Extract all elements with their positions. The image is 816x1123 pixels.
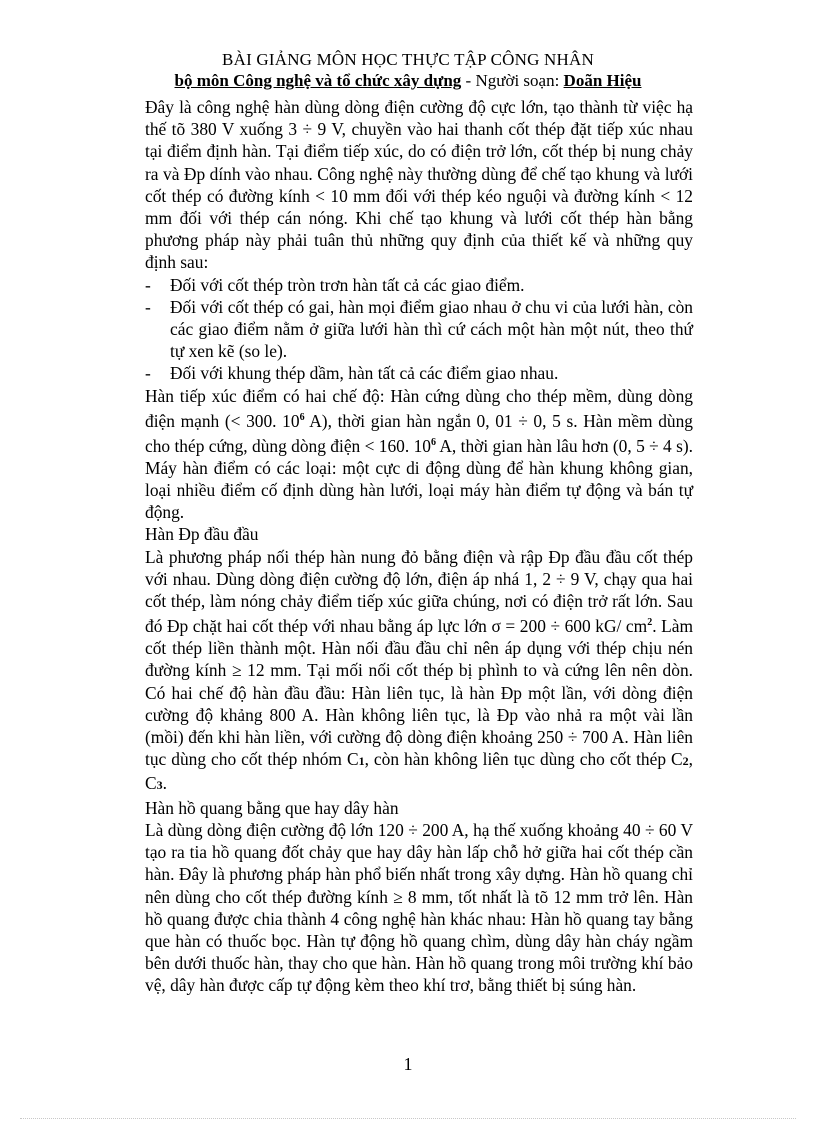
page-number: 1 [403,1054,413,1074]
list-item-text: Đối với cốt thép tròn trơn hàn tất cả các giao điểm. [170,274,525,295]
department: bộ môn Công nghệ và tổ chức xây dựng [174,71,462,90]
author-name: Doãn Hiệu [563,71,642,90]
bullet-dash: - [145,274,151,295]
section-heading-butt-welding: Hàn Đp đầu đầu [145,524,259,545]
paragraph-intro: Đây là công nghệ hàn dùng dòng điện cường độ cực lớn, tạo thành từ việc hạ thế tõ 380 V xuống 3 ÷ 9 V, chuyền vào hai thanh cốt thép đặt tiếp xúc nhau tại điểm định hàn. Tại điểm tiếp xúc, do có điện trở lớn, cốt thép bị nung chảy ra và Đp dính vào nhau. Công nghệ này thường dùng để chế tạo khung và lưới cốt thép có đường kính < 10 mm đối với thép kéo nguội và đường kính < 12 mm đối với thép cán nóng. Khi chế tạo khung và lưới cốt thép hàn bằng phương pháp này phải tuân thủ những quy định của thiết kế và những quy định sau: [145,97,693,273]
page-bottom-divider [20,1118,796,1119]
list-item [145,274,693,296]
bullet-dash: - [145,363,151,384]
course-title: BÀI GIẢNG MÔN HỌC THỰC TẬP CÔNG NHÂN [222,50,594,69]
section-heading-arc-welding: Hàn hồ quang bằng que hay dây hàn [145,797,399,818]
list-item [145,296,693,363]
document-body [145,96,693,997]
paragraph-butt-welding: Là phương pháp nối thép hàn nung đỏ bằng điện và rập Đp đầu đầu cốt thép với nhau. Dùng dòng điện cường độ lớn, điện áp nhá 1, 2 ÷ 9 V, chạy qua hai cốt thép, làm nóng chảy điểm tiếp xúc giữa chúng, nơi có điện trở rất lớn. Sau đó Đp chặt hai cốt thép với nhau bằng áp lực lớn σ = 200 ÷ 600 kG/ $cm^2$. Làm cốt thép liền thành một. Hàn nối đầu đầu chỉ nên áp dụng với thép chịu nén đường kính ≥ 12 mm. Tại mối nối cốt thép bị phình to và cứng lên nên dòn. Có hai chế độ hàn đầu đầu: Hàn liên tục, là hàn Đp một lần, với dòng điện cường độ khảng 800 A. Hàn không liên tục, là Đp vào nhả ra một vài lần (mồi) đến khi hàn liền, với cường độ dòng điện khoảng 250 ÷ 700 A. Hàn liên tục dùng cho cốt thép nhóm C1, còn hàn không liên tục dùng cho cốt thép C2, C3. [145,546,693,794]
paragraph-spot-welding-modes: Hàn tiếp xúc điểm có hai chế độ: Hàn cứng dùng cho thép mềm, dùng dòng điện mạnh (< 300. $10^6$ A), thời gian hàn ngắn 0, 01 ÷ 0, 5 s. Hàn mềm dùng cho thép cứng, dùng dòng điện < 160. $10^6$ A, thời gian hàn lâu hơn (0, 5 ÷ 4 s). Máy hàn điểm có các loại: một cực di động dùng để hàn khung không gian, loại nhiều điểm cố định dùng hàn lưới, loại máy hàn điểm tự động và bán tự động. [145,385,693,523]
course-subtitle [0,71,816,91]
paragraph-arc-welding: Là dùng dòng điện cường độ lớn 120 ÷ 200 A, hạ thế xuống khoảng 40 ÷ 60 V tạo ra tia hồ quang đốt chảy que hay dây hàn lấp chỗ hở giữa hai cốt thép cần hàn. Đây là phương pháp hàn phổ biến nhất trong xây dựng. Hàn hồ quang chỉ nên dùng cho cốt thép đường kính ≥ 8 mm, tốt nhất là tõ 12 mm trở lên. Hàn hồ quang được chia thành 4 công nghệ hàn khác nhau: Hàn hồ quang tay bằng que hàn có thuốc bọc. Hàn tự động hồ quang chìm, dùng dây hàn cháy ngầm bên dưới thuốc hàn, thay cho que hàn. Hàn hồ quang trong môi trường khí bảo vệ, dây hàn được cấp tự động kèm theo khí trơ, bằng thiết bị súng hàn. [145,819,693,996]
list-item [145,362,693,384]
author-separator: - Người soạn: [461,71,564,90]
list-item-text: Đối với khung thép dầm, hàn tất cả các điểm giao nhau. [170,363,559,384]
bullet-dash: - [145,296,151,317]
list-item-text: Đối với cốt thép có gai, hàn mọi điểm giao nhau ở chu vi của lưới hàn, còn các giao điểm nằm ở giữa lưới hàn thì cứ cách một hàn một nút, theo thứ tự xen kẽ (so le). [170,296,693,362]
